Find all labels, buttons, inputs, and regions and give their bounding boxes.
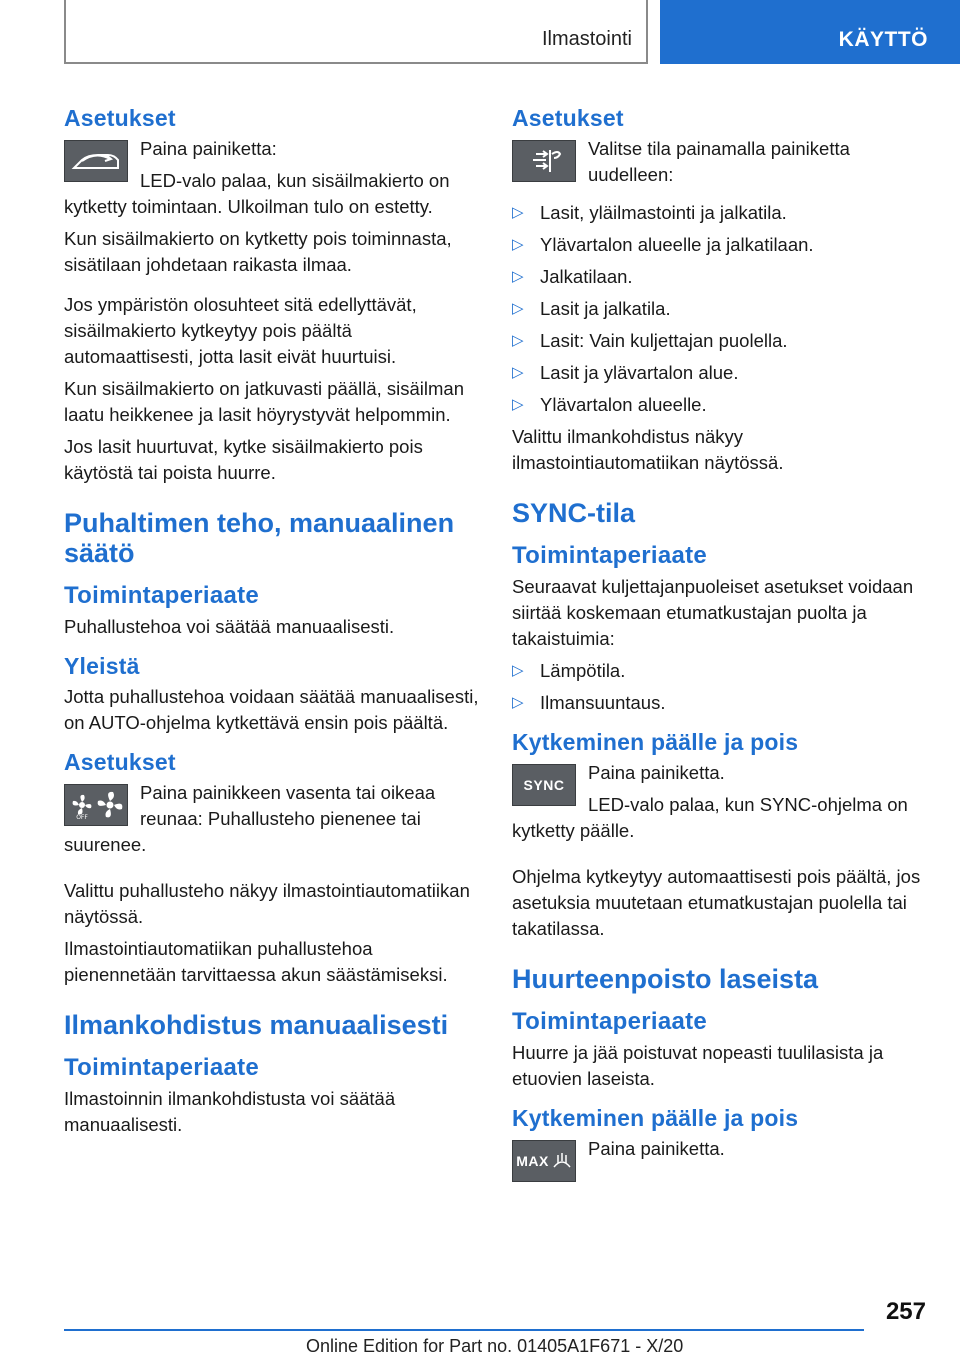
paragraph: Jos ympäristön olosuhteet sitä edellyttävät, sisäilmakierto kytkeytyy pois päältä automaattisesti, jotta lasit eivät huurtuisi. xyxy=(64,294,417,367)
paragraph: Paina painiketta. xyxy=(588,1138,725,1159)
paragraph: Ilmastoinnin ilmankohdistusta voi säätää manuaalisesti. xyxy=(64,1088,396,1135)
paragraph: Paina painiketta: xyxy=(140,138,277,159)
subheading: Yleistä xyxy=(64,653,140,679)
section-heading: SYNC-tila xyxy=(512,498,636,528)
list xyxy=(512,658,927,716)
section-title: Asetukset xyxy=(64,105,176,131)
max-button-label: MAX xyxy=(516,1153,549,1169)
tab-kaytto[interactable] xyxy=(660,0,960,64)
max-defrost-block xyxy=(512,1136,927,1186)
air-distribution-block xyxy=(512,136,927,194)
paragraph: Valittu ilmankohdistus näkyy ilmastointiautomatiikan näytössä. xyxy=(512,426,784,473)
triangle-bullet-icon: ▷ xyxy=(512,662,524,679)
list-item: ▷ Lasit ja jalkatila. xyxy=(512,296,927,322)
section-heading: Puhaltimen teho, manuaalinen säätö xyxy=(64,508,455,568)
paragraph: Jos lasit huurtuvat, kytke sisäilmakierto pois käytöstä tai poista huurre. xyxy=(64,436,423,483)
paragraph: Paina painiketta. xyxy=(588,762,725,783)
sync-button-label: SYNC xyxy=(523,777,565,793)
list-item: ▷ Lasit: Vain kuljettajan puolella. xyxy=(512,328,927,354)
triangle-bullet-icon: ▷ xyxy=(512,364,524,381)
subheading: Toimintaperiaate xyxy=(512,542,708,569)
footer-edition: Online Edition for Part no. 01405A1F671 - X/20 xyxy=(306,1336,684,1356)
subheading: Toimintaperiaate xyxy=(64,582,260,609)
triangle-bullet-icon: ▷ xyxy=(512,236,524,253)
max-defrost-icon xyxy=(512,1140,576,1182)
triangle-bullet-icon: ▷ xyxy=(512,300,524,317)
list-item: ▷ Lasit ja ylävartalon alue. xyxy=(512,360,927,386)
right-column xyxy=(512,104,927,1186)
triangle-bullet-icon: ▷ xyxy=(512,396,524,413)
list-item: ▷ Lasit, yläilmastointi ja jalkatila. xyxy=(512,200,927,226)
list-item: ▷ Ylävartalon alueelle. xyxy=(512,392,927,418)
triangle-bullet-icon: ▷ xyxy=(512,204,524,221)
paragraph: Puhallustehoa voi säätää manuaalisesti. xyxy=(64,616,395,637)
header-box xyxy=(64,0,648,64)
list-item: ▷ Lämpötila. xyxy=(512,658,927,684)
page-number: 257 xyxy=(885,1298,926,1325)
subheading: Kytkeminen päälle ja pois xyxy=(512,729,799,755)
footer-divider xyxy=(64,1329,864,1331)
list xyxy=(512,200,927,418)
section-title: Asetukset xyxy=(512,105,624,131)
paragraph: Valitse tila painamalla painiketta uudelleen: xyxy=(588,138,850,185)
paragraph: Valittu puhallusteho näkyy ilmastointiautomatiikan näytössä. xyxy=(64,880,470,927)
list-item: ▷ Ylävartalon alueelle ja jalkatilaan. xyxy=(512,232,927,258)
subheading: Asetukset xyxy=(64,749,176,775)
triangle-bullet-icon: ▷ xyxy=(512,332,524,349)
paragraph: Huurre ja jää poistuvat nopeasti tuulilasista ja etuovien laseista. xyxy=(512,1042,884,1089)
paragraph: Jotta puhallustehoa voidaan säätää manuaalisesti, on AUTO-ohjelma kytkettävä ensin pois päältä. xyxy=(64,686,479,733)
list-item: ▷ Jalkatilaan. xyxy=(512,264,927,290)
paragraph: Paina painikkeen vasenta tai oikeaa reunaa: Puhallusteho pienenee tai suurenee. xyxy=(64,782,436,855)
subheading: Toimintaperiaate xyxy=(64,1054,260,1081)
header-title: Ilmastointi xyxy=(541,28,632,50)
paragraph: Ilmastointiautomatiikan puhallustehoa pienennetään tarvittaessa akun säästämiseksi. xyxy=(64,938,448,985)
subheading: Kytkeminen päälle ja pois xyxy=(512,1105,799,1131)
paragraph: Ohjelma kytkeytyy automaattisesti pois päältä, jos asetuksia muutetaan etumatkustajan puolella tai takatilassa. xyxy=(512,866,921,939)
recirculation-block xyxy=(64,136,479,226)
left-column xyxy=(64,104,479,1144)
paragraph: LED-valo palaa, kun sisäilmakierto on kytketty toimintaan. Ulkoilman tulo on estetty. xyxy=(64,170,450,217)
svg-text:OFF: OFF xyxy=(76,814,88,820)
section-heading: Huurteenpoisto laseista xyxy=(512,964,819,994)
tab-kaytto-label: KÄYTTÖ xyxy=(838,28,928,51)
paragraph: LED-valo palaa, kun SYNC-ohjelma on kytketty päälle. xyxy=(512,794,908,841)
list-item: ▷ Ilmansuuntaus. xyxy=(512,690,927,716)
fan-speed-block xyxy=(64,780,479,864)
fan-speed-icon xyxy=(64,784,128,826)
sync-block xyxy=(512,760,927,850)
paragraph: Seuraavat kuljettajanpuoleiset asetukset voidaan siirtää koskemaan etumatkustajan puolta ja takaistuimia: xyxy=(512,576,914,649)
paragraph: Kun sisäilmakierto on kytketty pois toiminnasta, sisätilaan johdetaan raikasta ilmaa. xyxy=(64,228,452,275)
triangle-bullet-icon: ▷ xyxy=(512,268,524,285)
air-distribution-icon xyxy=(512,140,576,182)
paragraph: Kun sisäilmakierto on jatkuvasti päällä, sisäilman laatu heikkenee ja lasit höyrystyvät helpommin. xyxy=(64,378,464,425)
triangle-bullet-icon: ▷ xyxy=(512,694,524,711)
sync-button-icon xyxy=(512,764,576,806)
recirculation-icon xyxy=(64,140,128,182)
section-heading: Ilmankohdistus manuaalisesti xyxy=(64,1010,449,1040)
subheading: Toimintaperiaate xyxy=(512,1008,708,1035)
